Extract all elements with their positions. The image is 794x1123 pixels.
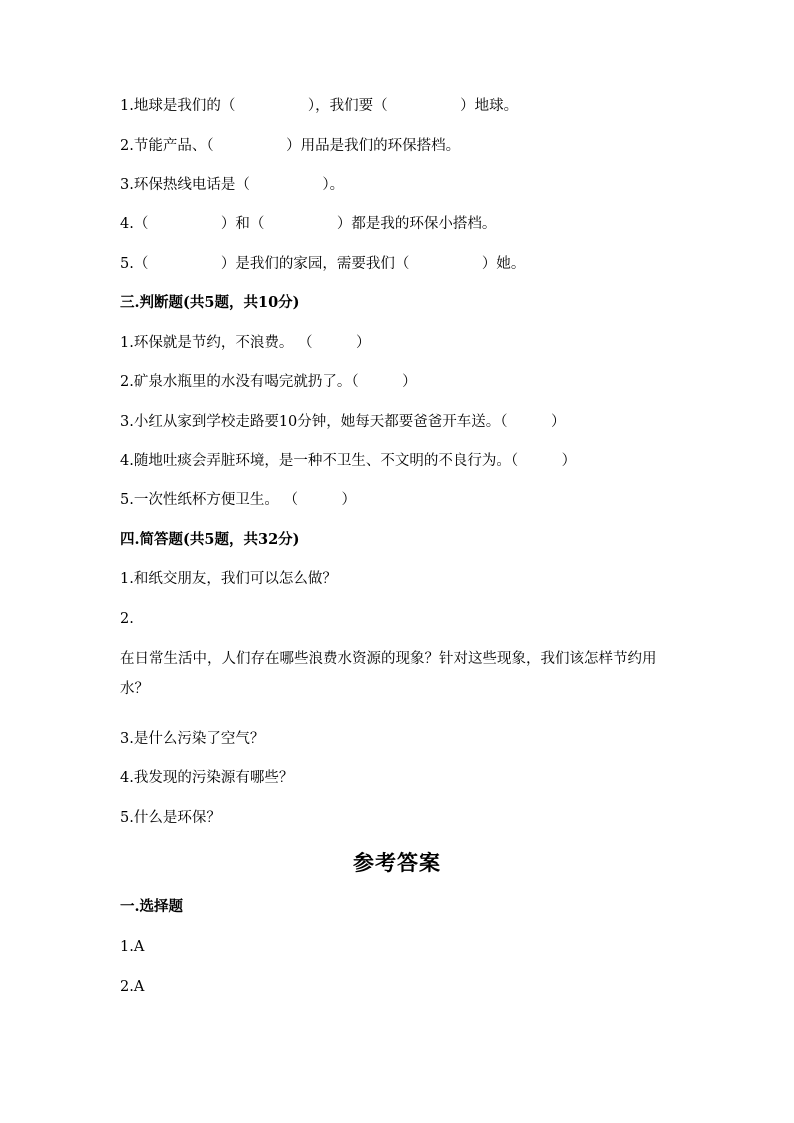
judge-question-5: 5.一次性纸杯方便卫生。 （ ） (120, 492, 356, 508)
answers-title: 参考答案 (353, 850, 441, 875)
judge-question-4: 4.随地吐痰会弄脏环境，是一种不卫生、不文明的不良行为。（ ） (120, 453, 577, 469)
short-answer-question-2-text: 在日常生活中，人们存在哪些浪费水资源的现象？针对这些现象，我们该怎样节约用水？ (120, 651, 657, 697)
judge-section-heading: 三.判断题(共5题，共10分) (120, 294, 300, 311)
short-answer-question-1: 1.和纸交朋友，我们可以怎么做？ (120, 571, 337, 587)
answer-2: 2.A (120, 979, 145, 995)
judge-question-2: 2.矿泉水瓶里的水没有喝完就扔了。（ ） (120, 374, 417, 390)
fill-in-question-1: 1.地球是我们的（ ），我们要（ ）地球。 (120, 98, 519, 114)
judge-question-3: 3.小红从家到学校走路要10分钟，她每天都要爸爸开车送。（ ） (120, 414, 566, 430)
answers-section-1-heading: 一.选择题 (120, 898, 184, 915)
short-answer-section-heading: 四.简答题(共5题，共32分) (120, 531, 300, 548)
fill-in-question-5: 5.（ ）是我们的家园，需要我们（ ）她。 (120, 256, 526, 272)
fill-in-question-3: 3.环保热线电话是（ ）。 (120, 177, 345, 193)
fill-in-question-4: 4.（ ）和（ ）都是我的环保小搭档。 (120, 216, 497, 232)
answer-1: 1.A (120, 939, 145, 955)
short-answer-question-5: 5.什么是环保？ (120, 810, 221, 826)
fill-in-question-2: 2.节能产品、（ ）用品是我们的环保搭档。 (120, 138, 461, 154)
judge-question-1: 1.环保就是节约，不浪费。 （ ） (120, 335, 371, 351)
short-answer-question-3: 3.是什么污染了空气？ (120, 731, 265, 747)
short-answer-question-4: 4.我发现的污染源有哪些？ (120, 770, 294, 786)
short-answer-question-2-number: 2. (120, 611, 134, 627)
